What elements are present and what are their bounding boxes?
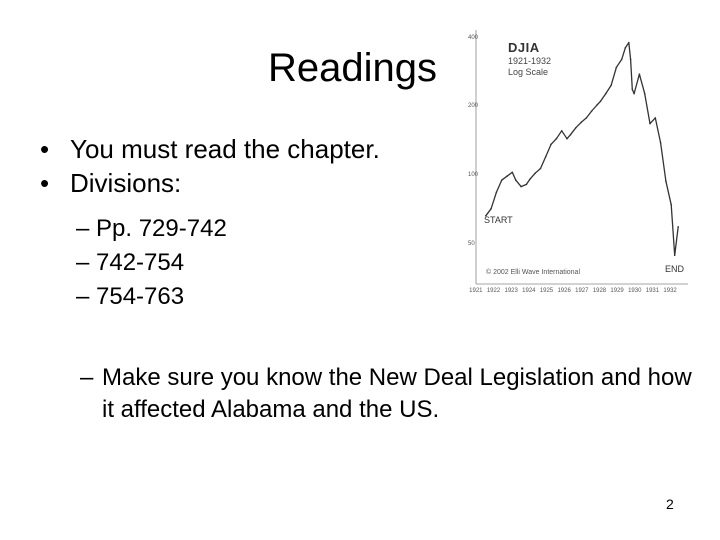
djia-data-point: [512, 172, 514, 174]
djia-data-point: [501, 179, 503, 181]
djia-data-point: [610, 85, 612, 87]
page-number: 2: [666, 496, 674, 512]
chart-subtitle: 1921-1932: [508, 56, 552, 66]
x-tick-label: 1923: [504, 288, 518, 294]
djia-data-point: [570, 134, 572, 136]
chart-start-label: START: [484, 215, 513, 225]
x-tick-label: 1930: [628, 288, 642, 294]
djia-data-point: [600, 101, 602, 103]
djia-data-point: [515, 179, 517, 181]
djia-data-point: [526, 184, 528, 186]
djia-data-point: [621, 59, 623, 61]
chart-copyright: © 2002 Elli Wave International: [486, 269, 581, 276]
djia-data-point: [665, 180, 667, 182]
djia-data-point: [616, 67, 618, 69]
slide-title: Readings: [268, 46, 438, 90]
bullet-item: [40, 166, 380, 200]
chart-scale-label: Log Scale: [508, 67, 549, 77]
djia-data-point: [520, 186, 522, 188]
djia-data-point: [670, 204, 672, 206]
note-text: Make sure you know the New Deal Legislation and how it affected Alabama and the US.: [102, 364, 692, 423]
legislation-note: [80, 362, 700, 426]
djia-data-point: [586, 117, 588, 119]
djia-data-point: [550, 144, 552, 146]
bullet-item: [40, 132, 380, 166]
djia-data-point: [605, 93, 607, 95]
djia-data-point: [660, 142, 662, 144]
djia-data-point: [628, 42, 630, 44]
y-tick-label: 100: [468, 172, 479, 179]
djia-data-point: [540, 168, 542, 170]
djia-data-point: [580, 122, 582, 124]
djia-data-point: [591, 110, 593, 112]
djia-data-point: [674, 255, 676, 257]
y-tick-label: 400: [468, 34, 479, 41]
djia-data-point: [633, 93, 635, 95]
x-tick-label: 1926: [557, 288, 571, 294]
djia-data-point: [596, 104, 598, 106]
djia-data-point: [632, 89, 634, 91]
y-tick-label: 200: [468, 103, 479, 110]
note-dash: –: [80, 364, 94, 391]
bullet-marker: •: [40, 134, 50, 164]
djia-data-point: [644, 93, 646, 95]
x-tick-label: 1925: [539, 288, 554, 294]
djia-data-point: [506, 175, 508, 177]
divisions-list: [76, 212, 227, 314]
djia-data-point: [655, 117, 657, 119]
chart-end-label: END: [665, 264, 685, 274]
djia-chart-plot: [466, 20, 694, 300]
djia-data-point: [534, 172, 536, 174]
djia-data-point: [545, 156, 547, 158]
x-tick-label: 1922: [486, 288, 501, 294]
bullet-text: Divisions:: [70, 168, 182, 198]
bullet-text: You must read the chapter.: [70, 134, 380, 164]
djia-data-point: [561, 130, 563, 132]
x-tick-label: 1927: [575, 288, 589, 294]
djia-data-point: [566, 138, 568, 140]
djia-data-point: [496, 192, 498, 194]
djia-data-point: [556, 138, 558, 140]
djia-data-point: [529, 178, 531, 180]
x-tick-label: 1924: [522, 288, 536, 294]
chart-title: DJIA: [508, 40, 540, 55]
division-item: – 742-754: [76, 249, 185, 276]
djia-data-point: [649, 123, 651, 125]
djia-data-point: [575, 127, 577, 129]
x-tick-label: 1928: [592, 288, 607, 294]
djia-data-point: [630, 59, 632, 61]
djia-data-point: [625, 47, 627, 49]
x-tick-label: 1929: [610, 288, 624, 294]
djia-data-point: [490, 208, 492, 210]
djia-chart: [466, 20, 694, 300]
division-item: – 754-763: [76, 283, 185, 310]
division-item: – Pp. 729-742: [76, 215, 227, 242]
bullet-list: [40, 132, 380, 200]
bullet-marker: •: [40, 168, 50, 198]
y-tick-label: 50: [468, 240, 475, 247]
djia-data-point: [677, 226, 679, 228]
x-tick-label: 1932: [663, 288, 677, 294]
x-tick-label: 1931: [645, 288, 660, 294]
x-tick-label: 1921: [469, 288, 483, 294]
djia-data-point: [639, 73, 641, 75]
